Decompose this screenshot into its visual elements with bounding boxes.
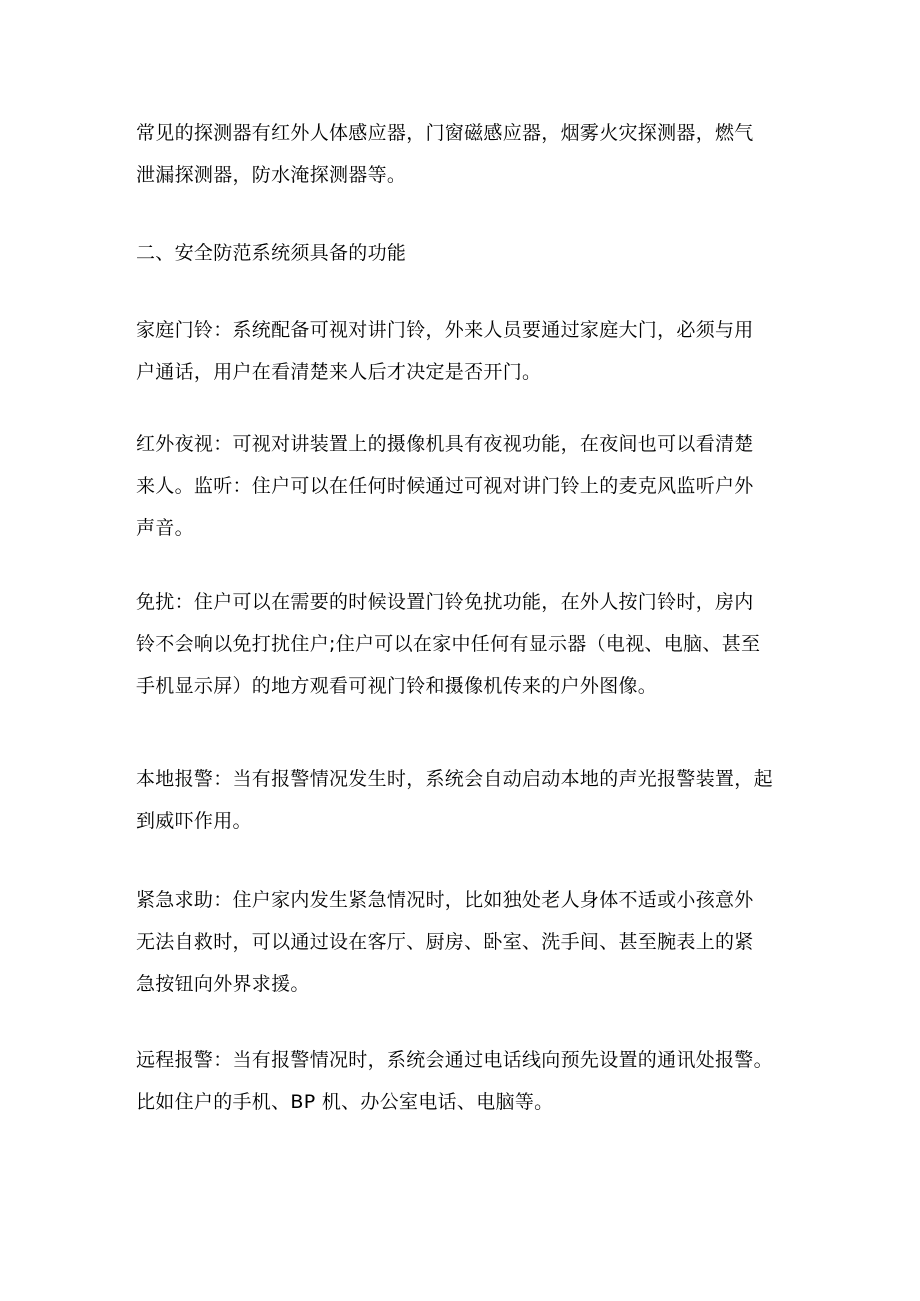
paragraph-local-alarm — [136, 758, 796, 842]
paragraph-emergency-help — [136, 879, 796, 1005]
text-line: 家庭门铃：系统配备可视对讲门铃，外来人员要通过家庭大门，必须与用 — [136, 319, 754, 341]
text-line: 紧急求助：住户家内发生紧急情况时，比如独处老人身体不适或小孩意外 — [136, 889, 754, 911]
text-line: 常见的探测器有红外人体感应器，门窗磁感应器，烟雾火灾探测器，燃气 — [136, 122, 754, 144]
text-line: 铃不会响以免打扰住户;住户可以在家中任何有显示器（电视、电脑、甚至 — [136, 633, 761, 655]
text-line: 比如住户的手机、BP 机、办公室电话、电脑等。 — [136, 1091, 554, 1113]
text-line: 急按钮向外界求援。 — [136, 973, 310, 995]
text-line: 免扰：住户可以在需要的时候设置门铃免扰功能，在外人按门铃时，房内 — [136, 591, 754, 613]
text-line: 手机显示屏）的地方观看可视门铃和摄像机传来的户外图像。 — [136, 675, 658, 697]
text-line: 本地报警：当有报警情况发生时，系统会自动启动本地的声光报警装置，起 — [136, 768, 773, 790]
text-line: 远程报警：当有报警情况时，系统会通过电话线向预先设置的通讯处报警。 — [136, 1049, 773, 1071]
text-line: 红外夜视：可视对讲装置上的摄像机具有夜视功能，在夜间也可以看清楚 — [136, 433, 754, 455]
text-line: 到威吓作用。 — [136, 810, 252, 832]
section-heading — [136, 232, 796, 274]
paragraph-detectors — [136, 112, 796, 196]
text-line: 来人。监听：住户可以在任何时候通过可视对讲门铃上的麦克风监听户外 — [136, 475, 754, 497]
paragraph-remote-alarm — [136, 1039, 796, 1123]
text-line: 声音。 — [136, 517, 194, 539]
text-line: 泄漏探测器，防水淹探测器等。 — [136, 164, 407, 186]
heading-text: 二、安全防范系统须具备的功能 — [136, 242, 407, 264]
paragraph-night-vision — [136, 423, 796, 549]
paragraph-do-not-disturb — [136, 581, 796, 707]
text-line: 无法自救时，可以通过设在客厅、厨房、卧室、洗手间、甚至腕表上的紧 — [136, 931, 754, 953]
paragraph-doorbell — [136, 309, 796, 393]
text-line: 户通话，用户在看清楚来人后才决定是否开门。 — [136, 361, 542, 383]
